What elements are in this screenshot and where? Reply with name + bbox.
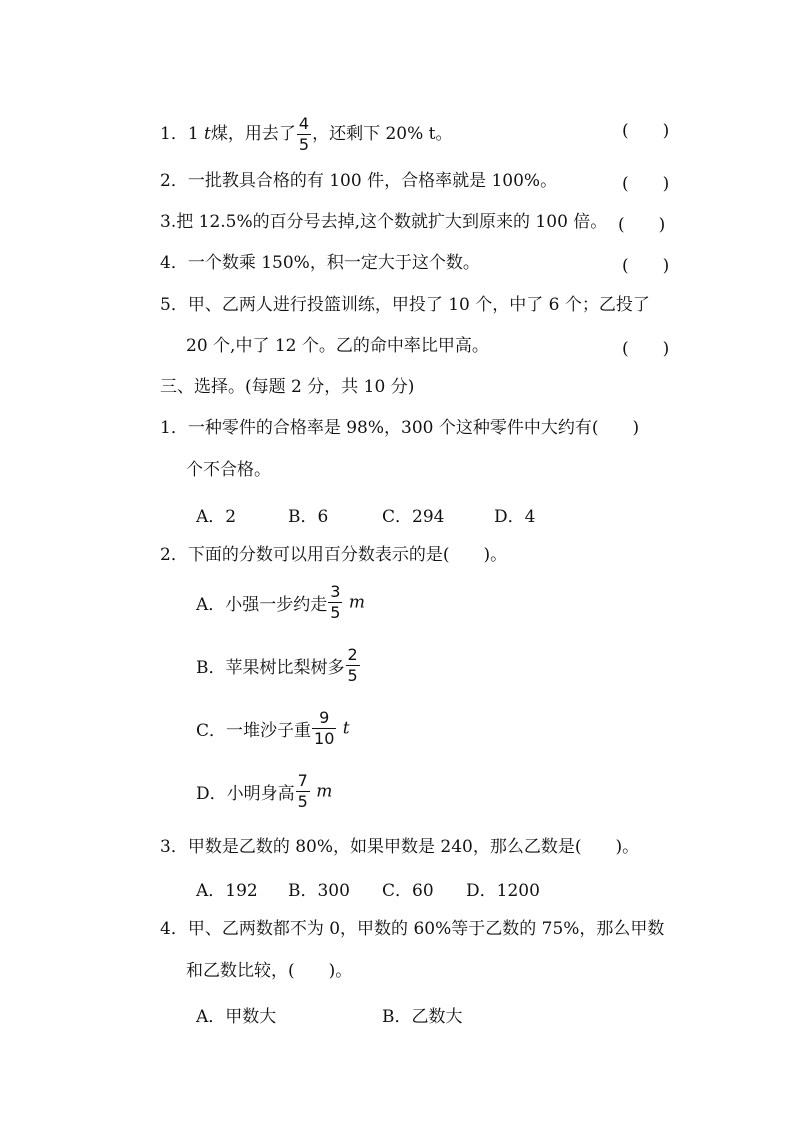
q2-option-d-label: D．小明身高 xyxy=(196,784,295,804)
q2-option-c[interactable] xyxy=(196,708,350,749)
q2-option-a-label: A．小强一步约走 xyxy=(196,595,328,615)
q3-option-a[interactable]: A．192 xyxy=(196,881,258,901)
fraction-denominator: 5 xyxy=(347,666,358,685)
fraction-numerator: 3 xyxy=(330,582,341,601)
judge-item-3: 3.把 12.5%的百分号去掉,这个数就扩大到原来的 100 倍。 xyxy=(160,212,608,232)
answer-paren-2[interactable]: ( ) xyxy=(622,174,670,194)
choice-question-3: 3．甲数是乙数的 80%，如果甲数是 240，那么乙数是( )。 xyxy=(160,837,640,857)
answer-paren-5[interactable]: ( ) xyxy=(622,339,670,359)
q1-option-b[interactable]: B．6 xyxy=(288,507,329,527)
choice-question-1-cont: 个不合格。 xyxy=(186,460,271,480)
q1-option-d[interactable]: D．4 xyxy=(494,507,536,527)
fraction xyxy=(312,708,336,749)
q2-option-b[interactable] xyxy=(196,645,361,686)
fraction-denominator: 5 xyxy=(298,135,310,154)
fraction-denominator: 5 xyxy=(330,603,341,622)
section-title: 三、选择。(每题 2 分，共 10 分) xyxy=(160,377,415,397)
choice-question-4-cont: 和乙数比较，( )。 xyxy=(186,961,353,981)
unit-t: t xyxy=(204,124,211,144)
fraction-denominator: 10 xyxy=(314,729,335,748)
judge-item-5-cont: 20 个,中了 12 个。乙的命中率比甲高。 xyxy=(186,336,489,356)
judge-item-1-post: ，还剩下 20% t。 xyxy=(312,124,453,144)
answer-paren-3[interactable]: ( ) xyxy=(618,215,666,235)
fraction xyxy=(346,645,360,686)
q2-option-d[interactable] xyxy=(196,771,332,812)
judge-item-5: 5．甲、乙两人进行投篮训练，甲投了 10 个，中了 6 个；乙投了 xyxy=(160,295,650,315)
choice-question-1: 1．一种零件的合格率是 98%，300 个这种零件中大约有( ) xyxy=(160,418,640,438)
judge-item-1 xyxy=(160,114,453,155)
fraction-denominator: 5 xyxy=(297,792,308,811)
fraction-numerator: 7 xyxy=(297,771,308,790)
q1-option-c[interactable]: C．294 xyxy=(382,507,445,527)
q3-option-d[interactable]: D．1200 xyxy=(466,881,540,901)
q3-option-c[interactable]: C．60 xyxy=(382,881,434,901)
q1-option-a[interactable]: A．2 xyxy=(196,507,237,527)
fraction xyxy=(297,114,311,155)
judge-item-1-mid: 煤，用去了 xyxy=(210,124,296,144)
fraction-numerator: 2 xyxy=(347,645,358,664)
q2-option-b-label: B．苹果树比梨树多 xyxy=(196,658,345,678)
q2-option-c-label: C．一堆沙子重 xyxy=(196,721,312,741)
q4-option-a[interactable]: A．甲数大 xyxy=(196,1007,277,1027)
unit-m: m xyxy=(348,592,365,613)
fraction xyxy=(296,771,310,812)
fraction xyxy=(328,582,342,623)
unit-t: t xyxy=(342,718,350,739)
fraction-numerator: 9 xyxy=(312,708,336,729)
answer-paren-4[interactable]: ( ) xyxy=(622,256,670,276)
judge-item-4: 4．一个数乘 150%，积一定大于这个数。 xyxy=(160,253,480,273)
q2-option-a[interactable] xyxy=(196,582,365,623)
answer-paren-1[interactable]: ( ) xyxy=(622,121,670,141)
q4-option-b[interactable]: B．乙数大 xyxy=(382,1007,463,1027)
choice-question-4: 4．甲、乙两数都不为 0，甲数的 60%等于乙数的 75%，那么甲数 xyxy=(160,919,665,939)
judge-item-2: 2．一批教具合格的有 100 件，合格率就是 100%。 xyxy=(160,171,558,191)
unit-m: m xyxy=(316,781,333,802)
judge-item-1-prefix: 1．1 xyxy=(160,124,205,144)
fraction-numerator: 4 xyxy=(298,114,310,133)
choice-question-2: 2．下面的分数可以用百分数表示的是( )。 xyxy=(160,545,508,565)
q3-option-b[interactable]: B．300 xyxy=(288,881,350,901)
